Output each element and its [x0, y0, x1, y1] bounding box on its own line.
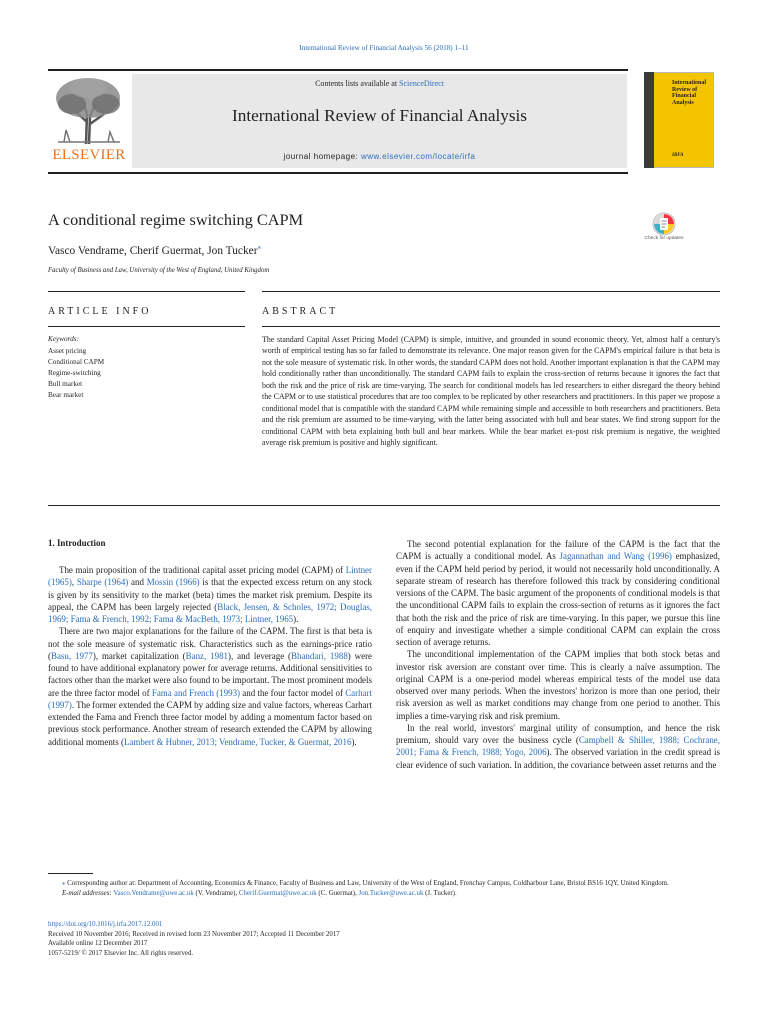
- abstract-bottom-rule: [48, 505, 720, 506]
- email-link[interactable]: Vasco.Vendrame@uwe.ac.uk: [113, 889, 194, 897]
- copyright-line: 1057-5219/ © 2017 Elsevier Inc. All rights reserved.: [48, 949, 194, 957]
- body-paragraph: [396, 648, 720, 722]
- article-info-top-rule: [48, 291, 245, 292]
- body-column-right: [396, 538, 720, 771]
- contents-availability-line: [132, 79, 627, 88]
- email-link[interactable]: Jon.Tucker@uwe.ac.uk: [358, 889, 424, 897]
- abstract-top-rule: [262, 291, 720, 292]
- body-text: and: [128, 577, 147, 588]
- keyword-item: Asset pricing: [48, 347, 87, 355]
- body-paragraph: [396, 722, 720, 771]
- footnote-emails: [48, 889, 720, 899]
- crossmark-label[interactable]: Check for updates: [644, 236, 684, 241]
- citation-link[interactable]: Carhart (1997): [48, 687, 372, 710]
- journal-homepage-line: [132, 152, 627, 161]
- body-text: emphasized, even if the CAPM held period by period, it would not necessarily hold unconditionally. A separate stream of research has therefore followed this track by considering conditional versions of the CAPM. The basic argument of the proponents of conditional models is that the unconditional CAPM fails to explain the cross-section of returns as it ignores the fact that both the risk and the price of risk are time-varying. In this paper, we pursue this line of enquiry and investigate whether a simple conditional CAPM can explain the cross section of average returns.: [396, 551, 720, 647]
- body-text: ), and leverage (: [228, 650, 292, 661]
- author-affiliation: Faculty of Business and Law, University of the West of England, United Kingdom: [48, 267, 270, 274]
- citation-link[interactable]: Campbell & Shiller, 1988; Cochrane, 2001; Fama & French, 1988; Yogo, 2006: [396, 735, 721, 758]
- available-online-date: Available online 12 December 2017: [48, 940, 148, 948]
- body-paragraph: [48, 564, 372, 625]
- citation-link[interactable]: Lambert & Hubner, 2013; Vendrame, Tucker, & Guermat, 2016: [123, 736, 352, 747]
- citation-link[interactable]: Lintner (1965): [48, 565, 372, 588]
- body-text: The main proposition of the traditional capital asset pricing model (CAPM) of: [59, 565, 346, 575]
- abstract-mid-rule: [262, 326, 720, 327]
- body-text: There are two major explanations for the failure of the CAPM. The first is that beta is not the sole measure of systematic risk. Characteristics such as the earnings-price ratio (: [48, 626, 372, 661]
- citation-link[interactable]: Bhandari, 1988: [291, 650, 348, 661]
- footnote-rule: [48, 873, 93, 874]
- body-text: The unconditional implementation of the CAPM implies that both stock betas and investor risk aversion are constant over time. This is clearly a naïve assumption. The original CAPM is a one-period model whereas empirical tests of the model use data observed over many periods. When the investors' horizon is more than one period, their risk aversion as well as market conditions may change from one period to another. This implies a time-varying risk and risk premium.: [396, 649, 720, 721]
- body-text: ) were found to have additional explanatory power for average returns. Additional sensitivities to factors other than the market were also found to be important. The most prominent models are the three factor model of: [48, 650, 373, 698]
- body-text: ), market capitalization (: [92, 650, 186, 661]
- paper-title: A conditional regime switching CAPM: [48, 210, 304, 229]
- body-text: is that the expected excess return on any stock is given by its sensitivity to the market (beta) times the market risk premium. Despite its appeal, the CAPM has been largely rejected (: [48, 577, 373, 612]
- keyword-item: Bull market: [48, 380, 83, 388]
- body-column-left: [48, 564, 372, 748]
- journal-title: International Review of Financial Analysis: [232, 106, 527, 125]
- header-top-rule: [48, 69, 628, 71]
- citation-link[interactable]: Fama and French (1993): [151, 687, 241, 698]
- email-owner: (C. Guermat),: [316, 889, 359, 897]
- homepage-prefix: journal homepage:: [283, 152, 361, 161]
- body-text: ,: [71, 577, 77, 588]
- body-text: and the four factor model of: [240, 687, 346, 698]
- citation-link[interactable]: Basu, 1977: [50, 650, 93, 661]
- publication-info: [48, 920, 340, 958]
- article-info-mid-rule: [48, 326, 245, 327]
- sciencedirect-link[interactable]: ScienceDirect: [399, 79, 444, 88]
- body-text: In the real world, investors' marginal utility of consumption, and hence the risk premium, should vary over the business cycle (: [396, 722, 720, 745]
- citation-link[interactable]: Black, Jensen, & Scholes, 1972; Douglas, 1969; Fama & French, 1992; Fama & MacBeth, 1973; Lintner, 1965: [48, 601, 373, 624]
- body-text: The second potential explanation for the failure of the CAPM is the fact that the CAPM is actually a conditional model. As: [396, 539, 720, 562]
- corresponding-author-mark[interactable]: ⁎: [257, 243, 262, 251]
- citation-link[interactable]: Banz, 1981: [185, 650, 229, 661]
- received-dates: Received 10 November 2016; Received in revised form 23 November 2017; Accepted 11 December 2017: [48, 930, 340, 938]
- footnote-mark: ⁎: [62, 880, 66, 887]
- body-paragraph: [396, 538, 720, 648]
- journal-cover-code: IRFA: [672, 153, 684, 158]
- body-text: ).: [293, 614, 299, 624]
- citation-link[interactable]: Sharpe (1964): [76, 577, 129, 588]
- journal-cover-spine: [644, 72, 654, 168]
- contents-prefix: Contents lists available at: [315, 79, 400, 88]
- author-list: [48, 243, 261, 257]
- publisher-name[interactable]: ELSEVIER: [52, 147, 126, 163]
- section-heading-introduction: 1. Introduction: [48, 538, 106, 548]
- citation-link[interactable]: Mossin (1966): [146, 577, 200, 588]
- homepage-link[interactable]: www.elsevier.com/locate/irfa: [361, 152, 476, 161]
- body-text: . The former extended the CAPM by adding size and value factors, whereas Carhart extended the Fama and French three factor model by adding a momentum factor based on previous stock performance. Another stream of research extended the CAPM by allowing additional moments (: [48, 699, 372, 747]
- body-text: ).: [351, 736, 357, 747]
- doi-link[interactable]: https://doi.org/10.1016/j.irfa.2017.12.001: [48, 921, 163, 928]
- journal-reference[interactable]: International Review of Financial Analysis 56 (2018) 1–11: [299, 44, 469, 52]
- journal-cover-title: International Review of Financial Analysis: [672, 80, 707, 106]
- keyword-item: Conditional CAPM: [48, 358, 105, 366]
- email-owner: (V. Vendrame),: [193, 889, 239, 897]
- keywords-label: Keywords:: [48, 335, 79, 343]
- keywords-list: [48, 346, 104, 401]
- abstract-body: The standard Capital Asset Pricing Model (CAPM) is simple, intuitive, and grounded in sound economic theory. Yet, almost half a century's worth of empirical testing has so far failed to demonstrate its relevance. One major reason given for the CAPM's empirical failure is that beta is not the sole measure of systematic risk. In other words, the standard CAPM does not hold. Another important explanation is that the CAPM may hold conditionally rather than unconditionally. The standard CAPM fails to explain the cross-section of returns because it ignores the fact that both the risk and the price of risk are time-varying. The search for conditional models has led researchers to either disregard the theory behind the CAPM or to use statistical procedures that are too complex to be replicated by other researchers and practitioners. In this paper we propose a conditional model that is compatible with the standard CAPM while remaining simple and accessible to both researchers and practitioners. Beta and the risk premium are assumed to be time-varying, with the latter being associated with bull and bear states. We find strong support for the conditional CAPM with beta explaining both bull and bear markets. While the bear market ex-post risk premium is negative, the weighted average risk premium is positive and highly significant.: [262, 335, 720, 448]
- corresponding-author-footnote: [48, 879, 720, 899]
- email-link[interactable]: Cherif.Guermat@uwe.ac.uk: [238, 889, 317, 897]
- footnote-corresponding: [48, 879, 720, 889]
- crossmark-icon[interactable]: [647, 212, 681, 250]
- header-bottom-rule: [48, 172, 628, 174]
- footnote-corresponding-text: Corresponding author at: Department of Accounting, Economics & Finance, Faculty of Business and Law, University of the West of England, Frenchay Campus, Coldharbour Lane, Bristol BS16 1QY, United Kingdom.: [65, 880, 669, 887]
- citation-link[interactable]: Jagannathan and Wang (1996): [559, 551, 672, 562]
- keyword-item: Bear market: [48, 391, 84, 399]
- keyword-item: Regime-switching: [48, 369, 101, 377]
- body-paragraph: [48, 625, 372, 748]
- body-text: ). The observed variation in the credit spread is clear evidence of such variation. In addition, the covariance between asset returns and the: [396, 747, 720, 770]
- article-info-heading: ARTICLE INFO: [48, 306, 152, 317]
- abstract-heading: ABSTRACT: [262, 306, 339, 317]
- email-label: E-mail addresses:: [62, 889, 114, 897]
- email-owner: (J. Tucker).: [423, 889, 457, 897]
- authors-names[interactable]: Vasco Vendrame, Cherif Guermat, Jon Tucker: [48, 244, 258, 257]
